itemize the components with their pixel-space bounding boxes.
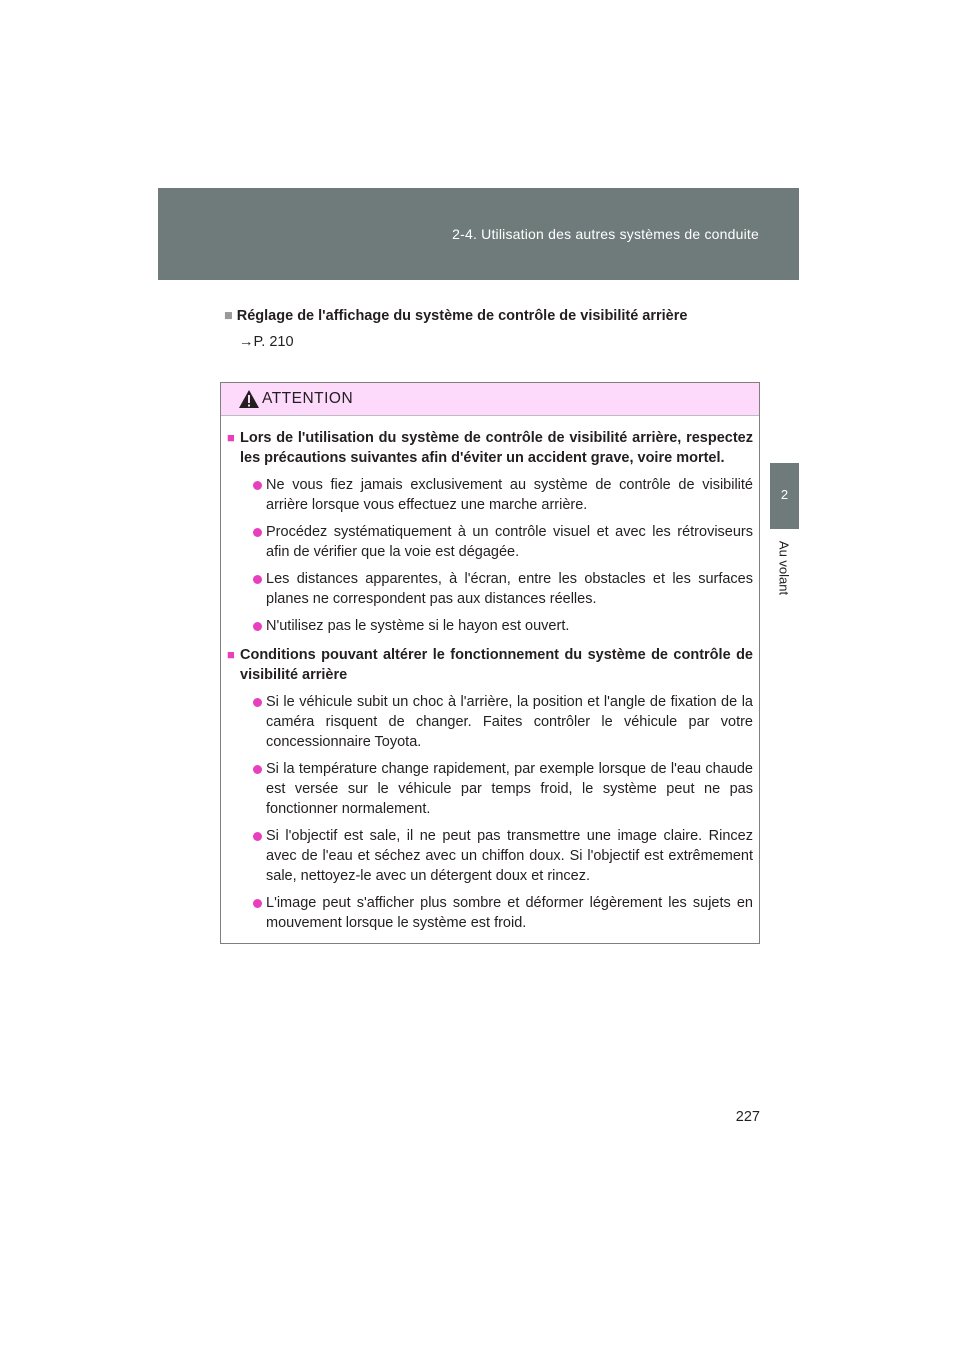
warning-header [221,383,759,416]
chapter-tab [770,463,799,529]
subheading-text: Réglage de l'affichage du système de contrôle de visibilité arrière [236,308,688,324]
warning-section-heading: Lors de l'utilisation du système de contrôle de visibilité arrière, respectez les précautions suivantes afin d'éviter un accident grave, voire mortel. [240,430,753,466]
warning-section-heading: Conditions pouvant altérer le fonctionnement du système de contrôle de visibilité arrière [240,647,753,683]
round-bullet-icon [253,832,262,841]
round-bullet-icon [253,528,262,537]
list-item [240,826,753,886]
warning-triangle-icon [238,389,260,409]
list-item [240,893,753,933]
list-item-text: Si l'objectif est sale, il ne peut pas transmettre une image claire. Rincez avec de l'eau et séchez avec un chiffon doux. Si l'objectif est extrêmement sale, nettoyez-le avec un détergent doux et rincez. [266,828,753,884]
page-number: 227 [735,1109,760,1125]
list-item-text: Si le véhicule subit un choc à l'arrière, la position et l'angle de fixation de la caméra risquent de changer. Faites contrôler le véhicule par votre concessionnaire Toyota. [266,694,753,750]
section-header [158,188,799,280]
round-bullet-icon [253,899,262,908]
list-item [240,616,753,636]
list-item-text: Les distances apparentes, à l'écran, entre les obstacles et les surfaces planes ne correspondent pas aux distances réelles. [266,571,753,607]
warning-body [221,416,759,933]
round-bullet-icon [253,622,262,631]
list-item [240,692,753,752]
subheading [224,308,780,324]
chapter-label: Au volant [776,540,792,596]
page-reference-link[interactable]: →P. 210 [239,334,294,350]
round-bullet-icon [253,698,262,707]
list-item-text: N'utilisez pas le système si le hayon est ouvert. [266,618,570,634]
square-bullet-icon: ■ [227,430,235,445]
warning-section [227,428,753,636]
section-title: 2-4. Utilisation des autres systèmes de conduite [452,226,759,242]
list-item-text: Si la température change rapidement, par exemple lorsque de l'eau chaude est versée sur le véhicule par temps froid, le système peut ne pas fonctionner normalement. [266,761,753,817]
warning-section [227,645,753,933]
round-bullet-icon [253,575,262,584]
round-bullet-icon [253,481,262,490]
list-item-text: L'image peut s'afficher plus sombre et déformer légèrement les sujets en mouvement lorsque le système est froid. [266,895,753,931]
list-item-text: Procédez systématiquement à un contrôle visuel et avec les rétroviseurs afin de vérifier que la voie est dégagée. [266,524,753,560]
list-item [240,569,753,609]
chapter-number: 2 [780,487,789,502]
warning-box [220,382,760,944]
list-item-text: Ne vous fiez jamais exclusivement au système de contrôle de visibilité arrière lorsque vous effectuez une marche arrière. [266,477,753,513]
warning-title: ATTENTION [262,390,354,407]
list-item [240,475,753,515]
list-item [240,522,753,562]
square-bullet-icon: ■ [227,647,235,662]
round-bullet-icon [253,765,262,774]
list-item [240,759,753,819]
square-bullet-icon: ■ [224,308,233,324]
